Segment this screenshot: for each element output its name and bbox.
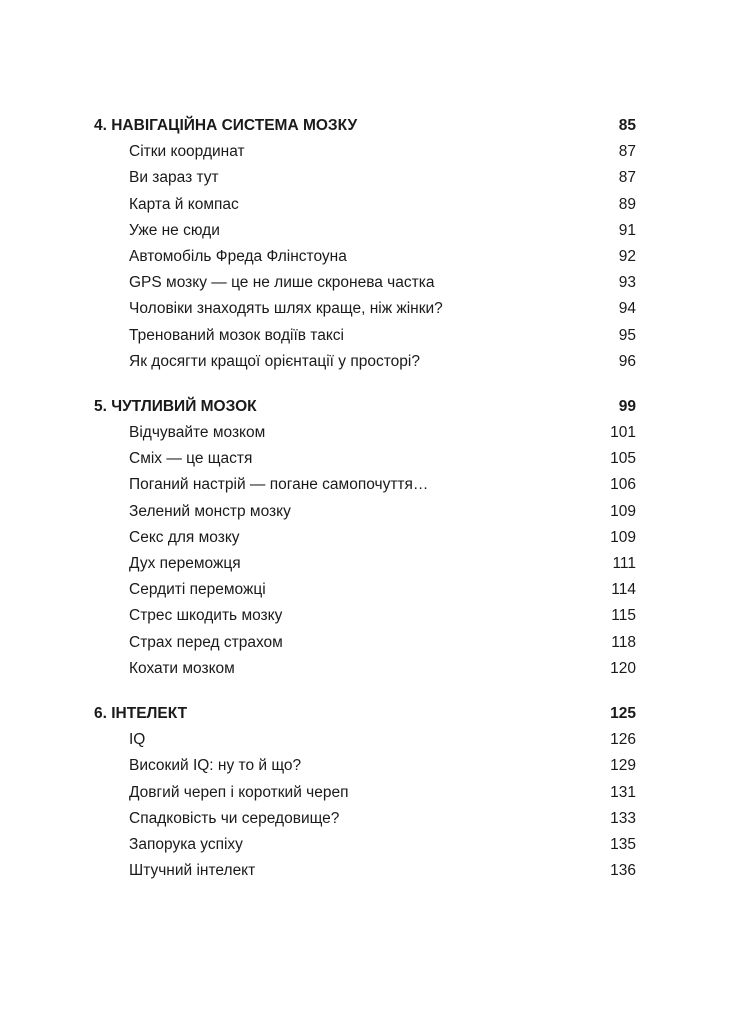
chapter-6: [94, 701, 636, 884]
chapter-5: [94, 394, 636, 682]
entry-page: 95: [618, 326, 636, 344]
toc-entry[interactable]: [94, 656, 636, 682]
entry-title: Сміх — це щастя: [129, 450, 253, 468]
toc-entry[interactable]: [94, 270, 636, 296]
toc-entry[interactable]: [94, 806, 636, 832]
entry-title: Зелений монстр мозку: [129, 502, 291, 520]
entry-page: 129: [610, 757, 636, 775]
toc-entry[interactable]: [94, 165, 636, 191]
entry-title: Дух переможця: [129, 555, 241, 572]
entry-page: 115: [611, 607, 636, 625]
entry-page: 87: [618, 169, 636, 187]
entry-title: Секс для мозку: [129, 528, 240, 546]
entry-page: 111: [612, 555, 636, 572]
entry-page: 92: [618, 247, 636, 265]
toc-entry[interactable]: [94, 577, 636, 603]
entry-title: Сітки координат: [129, 143, 245, 161]
entry-page: 109: [610, 528, 636, 546]
entry-page: 96: [618, 352, 636, 370]
table-of-contents: [94, 113, 636, 903]
entry-title: Високий IQ: ну то й що?: [129, 757, 302, 775]
entry-title: Кохати мозком: [129, 659, 235, 677]
entry-page: 93: [618, 274, 636, 292]
entry-title: Тренований мозок водіїв таксі: [129, 326, 344, 344]
chapter-heading[interactable]: [94, 701, 636, 727]
entry-title: GPS мозку — це не лише скронева частка: [129, 274, 435, 292]
entry-title: Страх перед страхом: [129, 633, 283, 651]
entry-title: Карта й компас: [129, 195, 239, 213]
entry-page: 106: [610, 476, 636, 494]
toc-entry[interactable]: [94, 472, 636, 498]
entry-title: Стрес шкодить мозку: [129, 607, 283, 625]
toc-entry[interactable]: [94, 446, 636, 472]
entry-page: 91: [618, 221, 636, 239]
toc-entry[interactable]: [94, 858, 636, 884]
toc-entry[interactable]: [94, 420, 636, 446]
toc-entry[interactable]: [94, 139, 636, 165]
entry-page: 126: [610, 731, 636, 749]
toc-entry[interactable]: [94, 603, 636, 629]
entry-page: 105: [610, 450, 636, 468]
chapter-title: 4. НАВІГАЦІЙНА СИСТЕМА МОЗКУ: [94, 117, 358, 134]
entry-page: 101: [610, 424, 636, 442]
toc-entry[interactable]: [94, 780, 636, 806]
chapter-page: 99: [618, 397, 636, 415]
entry-page: 120: [610, 659, 636, 677]
toc-entry[interactable]: [94, 244, 636, 270]
chapter-page: 85: [618, 117, 636, 134]
entry-title: Відчувайте мозком: [129, 424, 266, 442]
entry-page: 131: [610, 783, 636, 801]
toc-entry[interactable]: [94, 349, 636, 375]
entry-page: 133: [610, 809, 636, 827]
entry-page: 114: [611, 581, 636, 599]
chapter-title: 5. ЧУТЛИВИЙ МОЗОК: [94, 397, 257, 415]
entry-title: Ви зараз тут: [129, 169, 219, 187]
entry-page: 109: [610, 502, 636, 520]
entry-page: 135: [610, 835, 636, 853]
entry-title: Штучний інтелект: [129, 862, 256, 880]
entry-title: Запорука успіху: [129, 835, 243, 853]
entry-title: Поганий настрій — погане самопочуття…: [129, 476, 429, 494]
entry-title: IQ: [129, 731, 146, 749]
chapter-heading[interactable]: [94, 113, 636, 139]
entry-title: Довгий череп і короткий череп: [129, 783, 349, 801]
entry-title: Уже не сюди: [129, 221, 220, 239]
entry-page: 87: [618, 143, 636, 161]
entry-page: 94: [618, 300, 636, 318]
entry-title: Сердиті переможці: [129, 581, 266, 599]
toc-entry[interactable]: [94, 753, 636, 779]
toc-entry[interactable]: [94, 499, 636, 525]
chapter-4: [94, 113, 636, 375]
toc-entry[interactable]: [94, 832, 636, 858]
entry-title: Автомобіль Фреда Флінстоуна: [129, 247, 347, 265]
toc-entry[interactable]: [94, 296, 636, 322]
toc-entry[interactable]: [94, 218, 636, 244]
toc-entry[interactable]: [94, 551, 636, 577]
toc-entry[interactable]: [94, 525, 636, 551]
toc-entry[interactable]: [94, 630, 636, 656]
chapter-page: 125: [610, 704, 636, 722]
entry-title: Чоловіки знаходять шлях краще, ніж жінки?: [129, 300, 443, 318]
toc-entry[interactable]: [94, 727, 636, 753]
entry-page: 118: [611, 633, 636, 651]
entry-page: 136: [610, 862, 636, 880]
chapter-title: 6. ІНТЕЛЕКТ: [94, 704, 188, 722]
entry-page: 89: [618, 195, 636, 213]
entry-title: Спадковість чи середовище?: [129, 809, 340, 827]
toc-entry[interactable]: [94, 323, 636, 349]
entry-title: Як досягти кращої орієнтації у просторі?: [129, 352, 420, 370]
toc-entry[interactable]: [94, 192, 636, 218]
chapter-heading[interactable]: [94, 394, 636, 420]
